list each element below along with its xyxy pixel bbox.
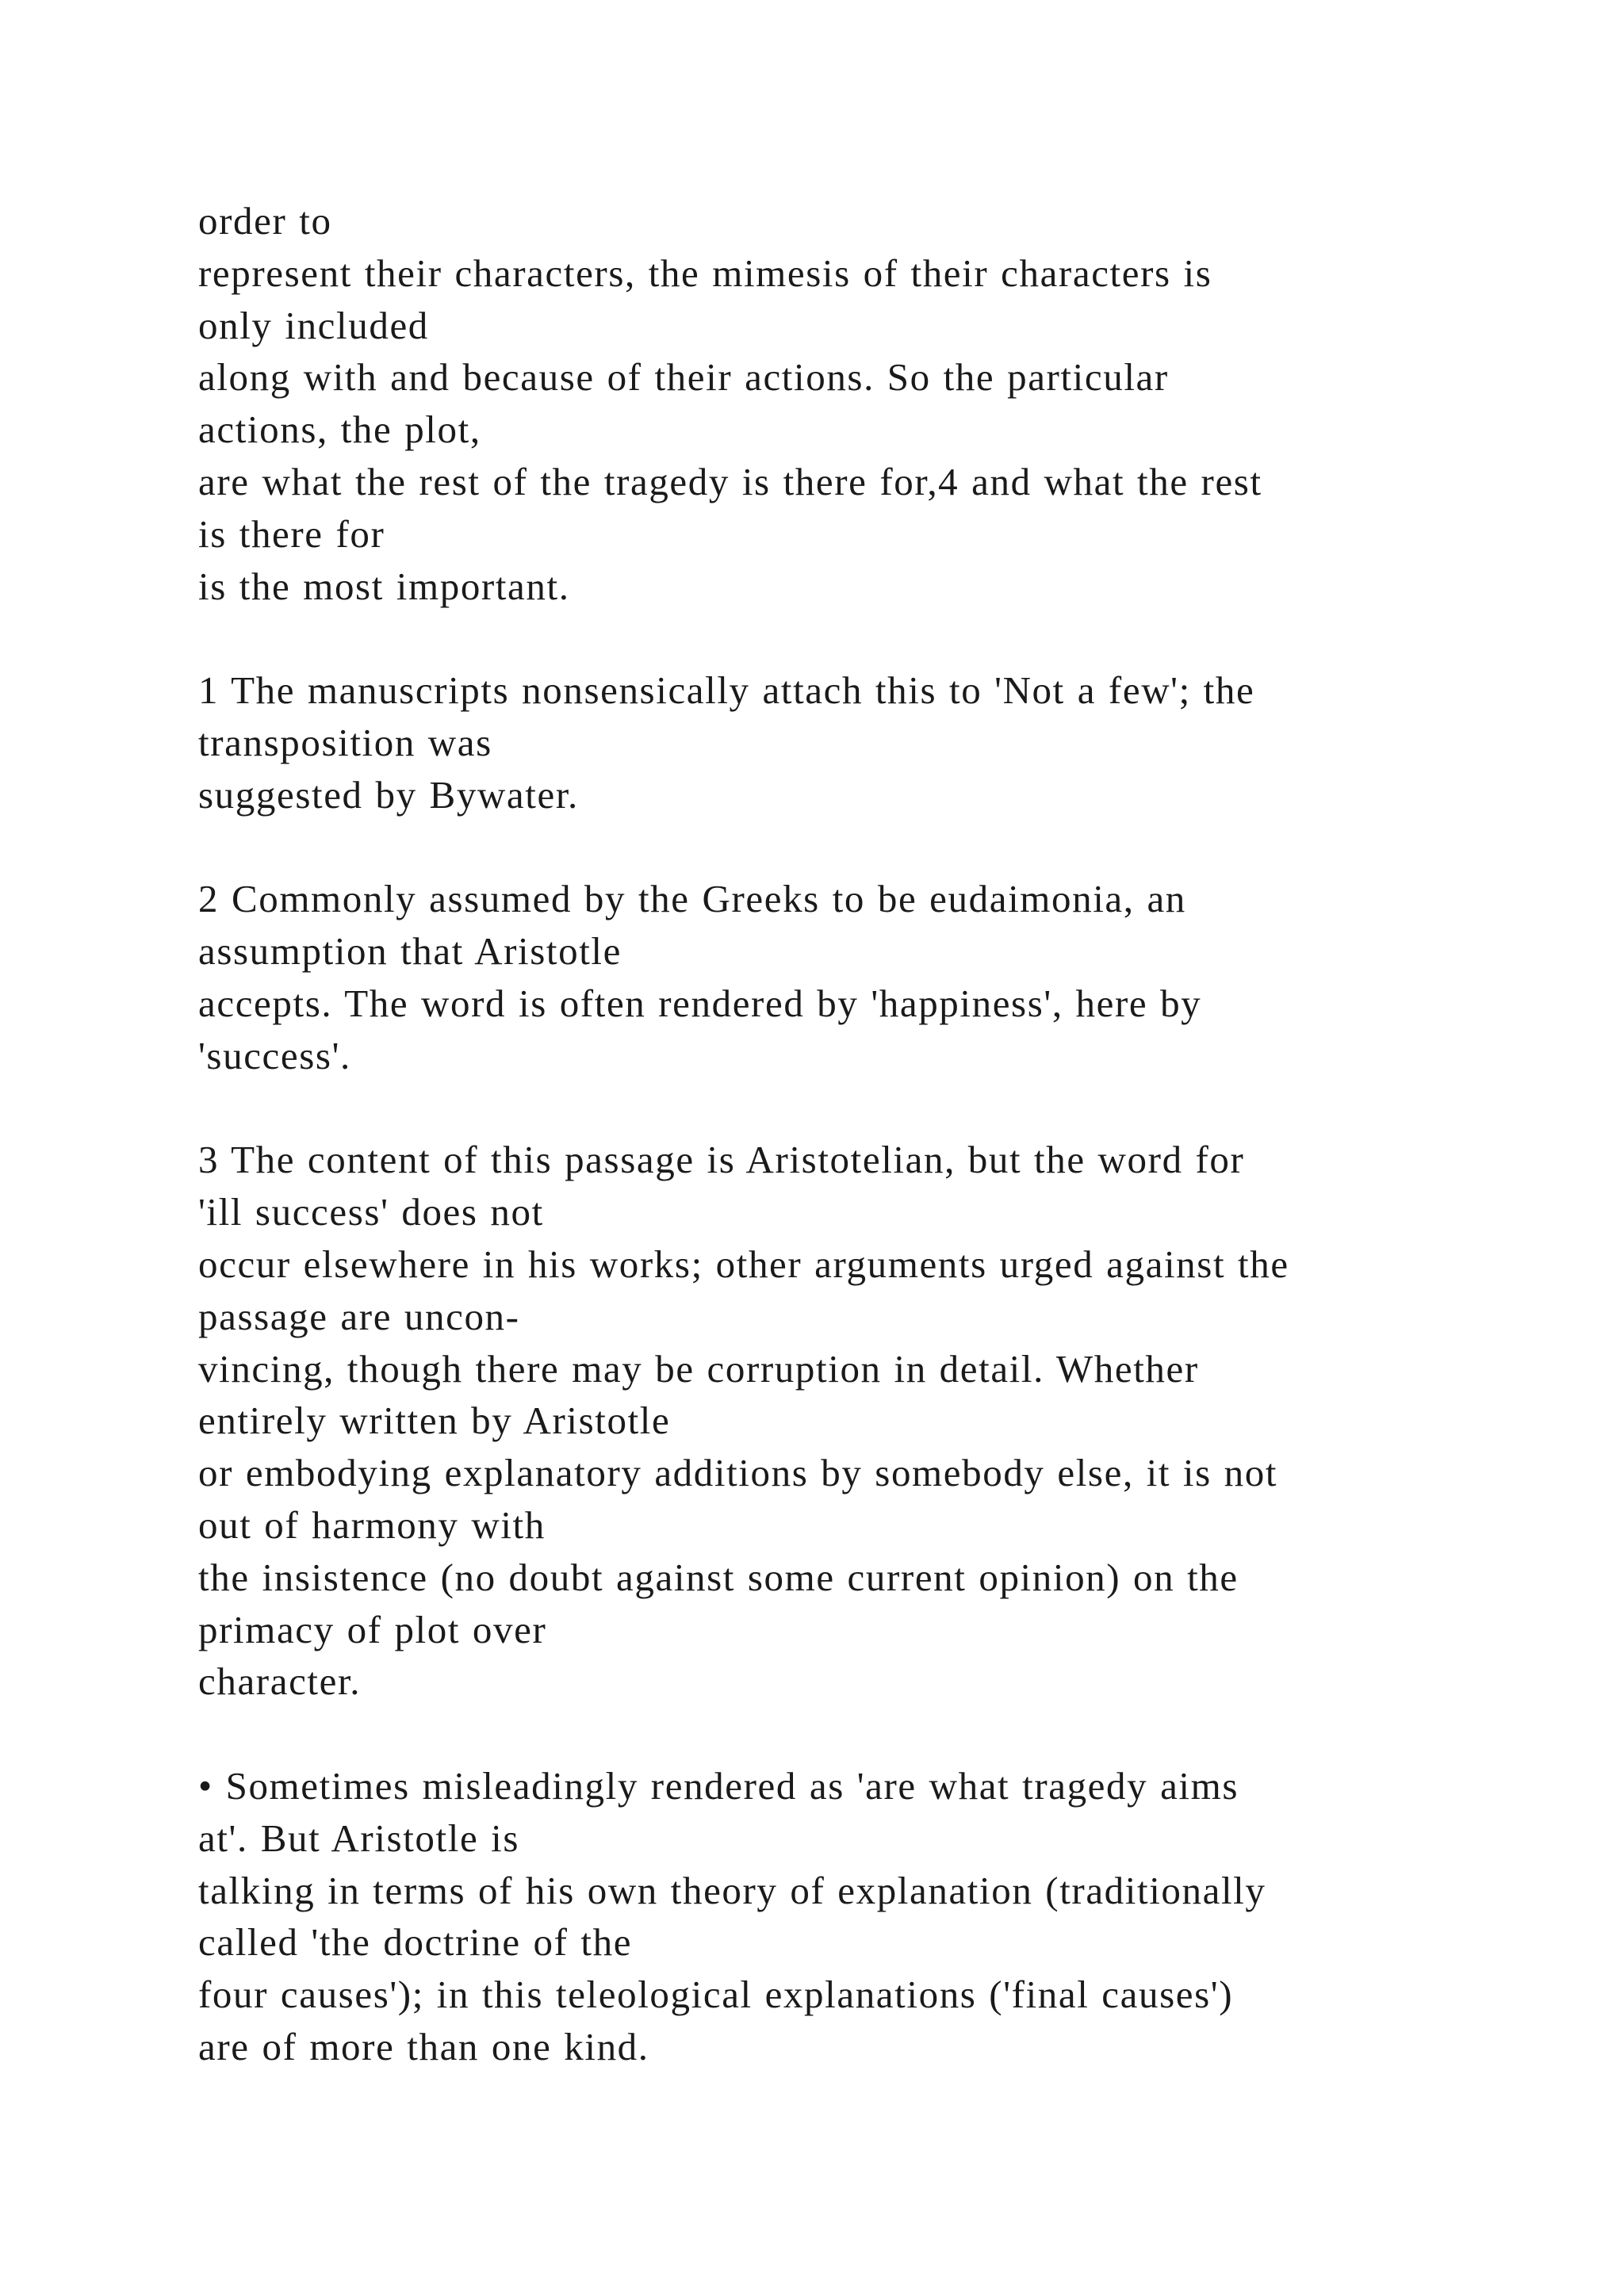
text-line: called 'the doctrine of the: [198, 1920, 633, 1965]
text-line: 'ill success' does not: [198, 1190, 544, 1234]
text-line: • Sometimes misleadingly rendered as 'are what tragedy aims: [198, 1763, 1239, 1808]
text-line: entirely written by Aristotle: [198, 1399, 671, 1443]
text-line: passage are uncon-: [198, 1294, 520, 1338]
text-line: 3 The content of this passage is Aristotelian, but the word for: [198, 1138, 1245, 1182]
text-line: talking in terms of his own theory of explanation (traditionally: [198, 1868, 1266, 1912]
text-line: character.: [198, 1659, 362, 1704]
footnote-2: [198, 873, 1546, 1081]
text-line: actions, the plot,: [198, 408, 481, 452]
text-line: order to: [198, 199, 332, 243]
footnote-1: [198, 664, 1546, 821]
text-line: primacy of plot over: [198, 1607, 547, 1651]
text-line: accepts. The word is often rendered by 'happiness', here by: [198, 981, 1202, 1025]
text-line: 2 Commonly assumed by the Greeks to be eudaimonia, an: [198, 877, 1186, 921]
text-line: four causes'); in this teleological explanations ('final causes'): [198, 1973, 1234, 2017]
footnote-3: [198, 1134, 1546, 1708]
paragraph-main-text: [198, 195, 1546, 612]
text-line: suggested by Bywater.: [198, 772, 579, 817]
text-line: out of harmony with: [198, 1502, 546, 1547]
text-line: along with and because of their actions. So the particular: [198, 355, 1169, 400]
text-line: is the most important.: [198, 564, 570, 608]
text-line: transposition was: [198, 720, 492, 764]
text-line: is there for: [198, 511, 385, 556]
footnote-4: [198, 1760, 1546, 2073]
text-line: represent their characters, the mimesis of their characters is: [198, 251, 1212, 295]
text-line: the insistence (no doubt against some current opinion) on the: [198, 1555, 1239, 1599]
text-line: 'success'.: [198, 1033, 351, 1077]
text-line: 1 The manuscripts nonsensically attach this to 'Not a few'; the: [198, 668, 1255, 713]
text-line: are of more than one kind.: [198, 2024, 649, 2068]
text-line: only included: [198, 303, 429, 347]
text-line: occur elsewhere in his works; other arguments urged against the: [198, 1242, 1289, 1286]
document-body: [198, 195, 1546, 2125]
text-line: vincing, though there may be corruption in detail. Whether: [198, 1346, 1199, 1391]
text-line: are what the rest of the tragedy is there for,4 and what the rest: [198, 459, 1262, 503]
text-line: or embodying explanatory additions by somebody else, it is not: [198, 1451, 1278, 1495]
text-line: assumption that Aristotle: [198, 929, 622, 974]
text-line: at'. But Aristotle is: [198, 1816, 520, 1860]
